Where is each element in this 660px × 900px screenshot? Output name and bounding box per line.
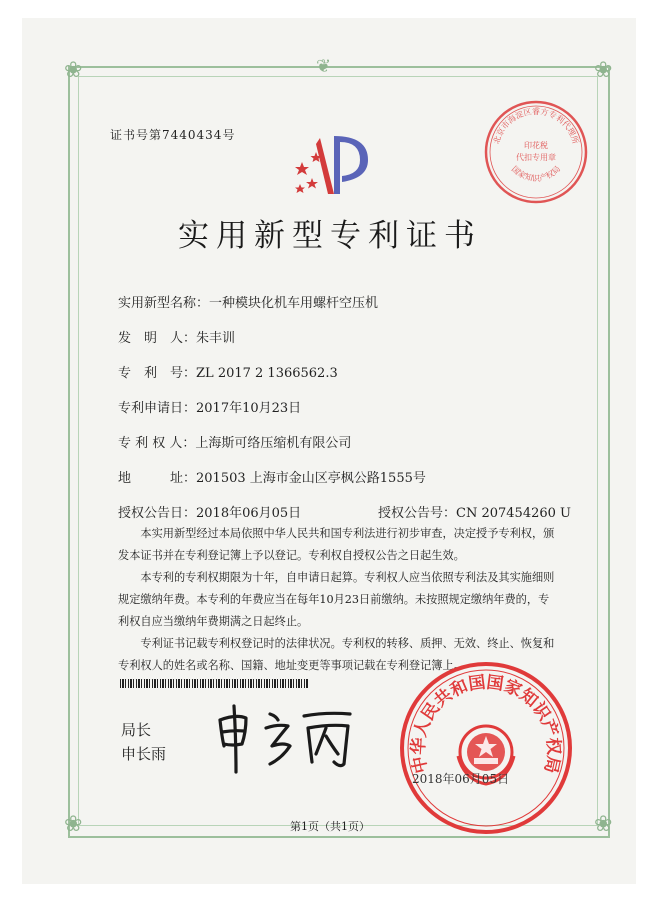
- filing-date-label: 专利申请日：: [118, 401, 197, 416]
- small-seal-bottom-text: 国家知识产权局: [509, 164, 563, 183]
- patent-number-label: 专 利 号：: [118, 366, 197, 381]
- grant-pub-no-row: [378, 502, 571, 521]
- address-label: 地 址：: [118, 471, 197, 486]
- inventor-label: 发 明 人：: [118, 331, 197, 346]
- inventor-row: [118, 327, 235, 346]
- address-value: 201503 上海市金山区亭枫公路1555号: [196, 471, 426, 486]
- inventor-value: 朱丰训: [196, 331, 236, 346]
- signatory-role: 局长: [121, 721, 152, 739]
- utility-model-name: 一种模块化机车用螺杆空压机: [209, 296, 379, 311]
- barcode: [120, 679, 308, 688]
- seal-date: 2018年06月05日: [412, 772, 510, 786]
- grant-date-label: 授权公告日：: [118, 506, 197, 521]
- patentee-value: 上海斯可络压缩机有限公司: [195, 436, 352, 451]
- address-row: [118, 467, 426, 486]
- certificate-body-text: [118, 523, 558, 677]
- svg-text:国家知识产权局: [510, 164, 562, 183]
- corner-ornament-icon: ❀: [64, 58, 83, 83]
- top-ornament-icon: ❦: [316, 56, 332, 77]
- patent-number: ZL 2017 2 1366562.3: [196, 366, 338, 381]
- certificate-title: 实用新型专利证书: [178, 218, 482, 254]
- corner-ornament-icon: ❀: [594, 58, 613, 83]
- signatory-name: 申长雨: [121, 745, 167, 763]
- grant-pub-no: CN 207454260 U: [456, 506, 571, 521]
- filing-date: 2017年10月23日: [196, 401, 302, 416]
- utility-model-name-label: 实用新型名称：: [118, 296, 210, 311]
- body-paragraph: 专利证书记载专利权登记时的法律状况。专利权的转移、质押、无效、终止、恢复和专利权人的姓名或名称、国籍、地址变更等事项记载在专利登记簿上。: [118, 637, 555, 672]
- official-red-seal: [398, 660, 574, 836]
- small-seal-line-2: 代扣专用章: [516, 153, 556, 162]
- seal-org-name: 中华人民共和国国家知识产权局: [408, 672, 564, 776]
- tax-stamp-seal: [482, 98, 590, 206]
- patentee-row: [118, 432, 351, 451]
- utility-model-name-row: [118, 292, 378, 311]
- grant-date-row: [118, 502, 301, 521]
- grant-pub-no-label: 授权公告号：: [378, 506, 457, 521]
- small-seal-outer-text: 北京市海淀区睿方专利代理所: [491, 107, 581, 146]
- page-number: 第1页（共1页）: [290, 820, 370, 833]
- corner-ornament-icon: ❀: [64, 812, 83, 837]
- grant-date: 2018年06月05日: [196, 506, 302, 521]
- handwritten-signature: [212, 698, 362, 778]
- certificate-number: 证书号第7440434号: [110, 128, 236, 142]
- patentee-label: 专 利 权 人：: [118, 436, 196, 451]
- filing-date-row: [118, 397, 301, 416]
- cnipa-logo-icon: [290, 128, 380, 200]
- small-seal-line-1: 印花税: [524, 141, 548, 150]
- body-paragraph: 本实用新型经过本局依照中华人民共和国专利法进行初步审查，决定授予专利权，颁发本证书并在专利登记簿上予以登记。专利权自授权公告之日起生效。: [118, 527, 555, 562]
- patent-number-row: [118, 362, 338, 381]
- body-paragraph: 本专利的专利权期限为十年，自申请日起算。专利权人应当依照专利法及其实施细则规定缴纳年费。本专利的年费应当在每年10月23日前缴纳。未按照规定缴纳年费的，专利权自应当缴纳年费期满之日起终止。: [118, 571, 555, 628]
- corner-ornament-icon: ❀: [594, 812, 613, 837]
